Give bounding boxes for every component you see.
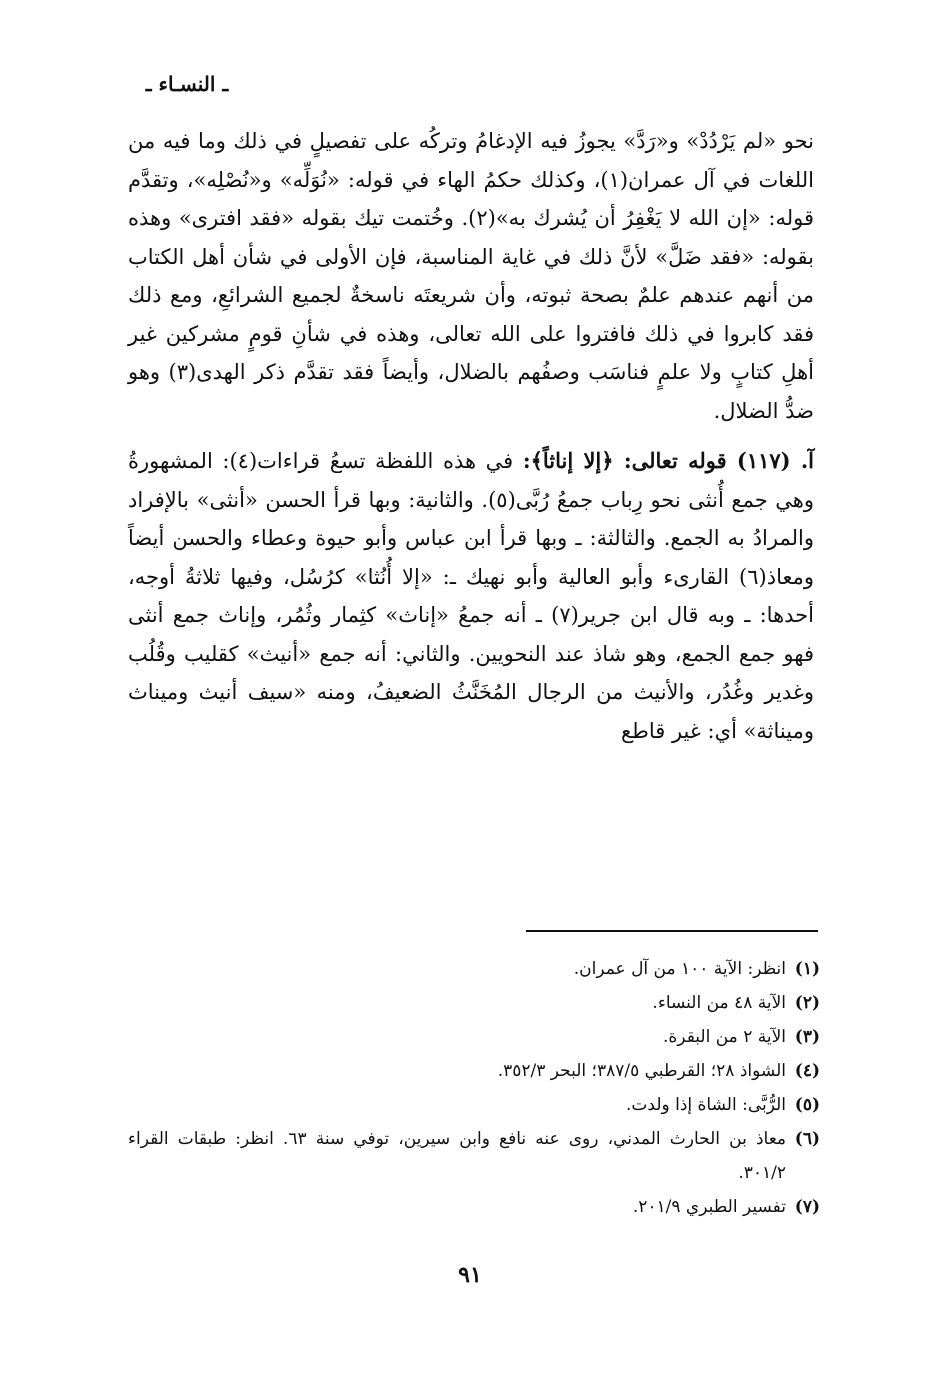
footnote-item bbox=[128, 1190, 820, 1224]
footnote-number: (٦) bbox=[794, 1129, 820, 1149]
footnote-item bbox=[128, 1122, 820, 1190]
footnote-text: معاذ بن الحارث المدني، روى عنه نافع وابن سيرين، توفي سنة ٦٣. انظر: طبقات القراء ٣٠١/٢. bbox=[128, 1129, 786, 1183]
footnote-item bbox=[128, 1054, 820, 1088]
verse-heading: آ. (١١٧) قوله تعالى: ﴿إلا إناثاً﴾: bbox=[522, 448, 814, 473]
footnote-number: (٥) bbox=[794, 1095, 820, 1115]
page-number: ٩١ bbox=[458, 1262, 482, 1288]
footnote-text: انظر: الآية ١٠٠ من آل عمران. bbox=[573, 959, 786, 979]
footnote-divider bbox=[526, 930, 818, 932]
paragraph-2-text: في هذه اللفظة تسعُ قراءات(٤): المشهورةُ وهي جمع أُنثى نحو رِباب جمعُ رُبَّى(٥). والثانية: وبها قرأ الحسن «أنثى» بالإفراد والمرادُ به الجمع. والثالثة: ـ وبها قرأ ابن عباس وأبو حيوة وعطاء والحسن أيضاً ومعاذ(٦) القارىء وأبو العالية وأبو نهيك ـ: «إلا أُنُثا» كرُسُل، وفيها ثلاثةُ أوجه، أحدها: ـ وبه قال ابن جرير(٧) ـ أنه جمعُ «إناث» كثِمار وثُمُر، وإناث جمع أنثى فهو جمع الجمع، وهو شاذ عند النحويين. والثاني: أنه جمع «أنيث» كقليب وقُلُب وغدير وغُدُر، والأنيث من الرجال المُخَنَّثُ الضعيفُ، ومنه «سيف أنيث وميناث وميناثة» أي: غير قاطع bbox=[128, 449, 814, 743]
footnote-text: الآية ٤٨ من النساء. bbox=[652, 993, 786, 1013]
footnote-text: تفسير الطبري ٢٠١/٩. bbox=[632, 1197, 786, 1217]
footnote-item bbox=[128, 986, 820, 1020]
paragraph-1: نحو «لم يَرْدُدْ» و«رَدَّ» يجوزُ فيه الإدغامُ وتركُه على تفصيلٍ في ذلك وما فيه من اللغات في آل عمران(١)، وكذلك حكمُ الهاء في قوله: «نُوَلِّه» و«نُصْلِه»، وتقدَّم قوله: «إن الله لا يَغْفِرُ أن يُشرك به»(٢). وخُتمت تيك بقوله «فقد افترى» وهذه بقوله: «فقد ضَلَّ» لأنَّ ذلك في غاية المناسبة، فإن الأولى في شأن أهل الكتاب من أنهم عندهم علمٌ بصحة ثبوته، وأن شريعتَه ناسخةٌ لجميع الشرائعِ، ومع ذلك فقد كابروا في ذلك فافتروا على الله تعالى، وهذه في شأنِ قومٍ مشركين غير أهلِ كتابٍ ولا علمٍ فناسَب وصفُهم بالضلال، وأيضاً فقد تقدَّم ذكر الهدى(٣) وهو ضدُّ الضلال. bbox=[128, 129, 814, 423]
footnote-number: (٢) bbox=[794, 993, 820, 1013]
footnote-item bbox=[128, 1088, 820, 1122]
footnote-number: (٤) bbox=[794, 1061, 820, 1081]
main-text bbox=[128, 122, 814, 750]
footnotes-list bbox=[128, 952, 820, 1224]
footnote-text: الرُّبَّى: الشاة إذا ولدت. bbox=[625, 1095, 786, 1115]
footnote-text: الشواذ ٢٨؛ القرطبي ٣٨٧/٥؛ البحر ٣٥٢/٣. bbox=[497, 1061, 786, 1081]
footnote-number: (٧) bbox=[794, 1197, 820, 1217]
footnote-item bbox=[128, 952, 820, 986]
footnote-item bbox=[128, 1020, 820, 1054]
footnote-number: (١) bbox=[794, 959, 820, 979]
running-title: ـ النسـاء ـ bbox=[145, 72, 229, 96]
footnote-text: الآية ٢ من البقرة. bbox=[663, 1027, 786, 1047]
footnote-number: (٣) bbox=[794, 1027, 820, 1047]
paragraph-2 bbox=[128, 442, 814, 750]
